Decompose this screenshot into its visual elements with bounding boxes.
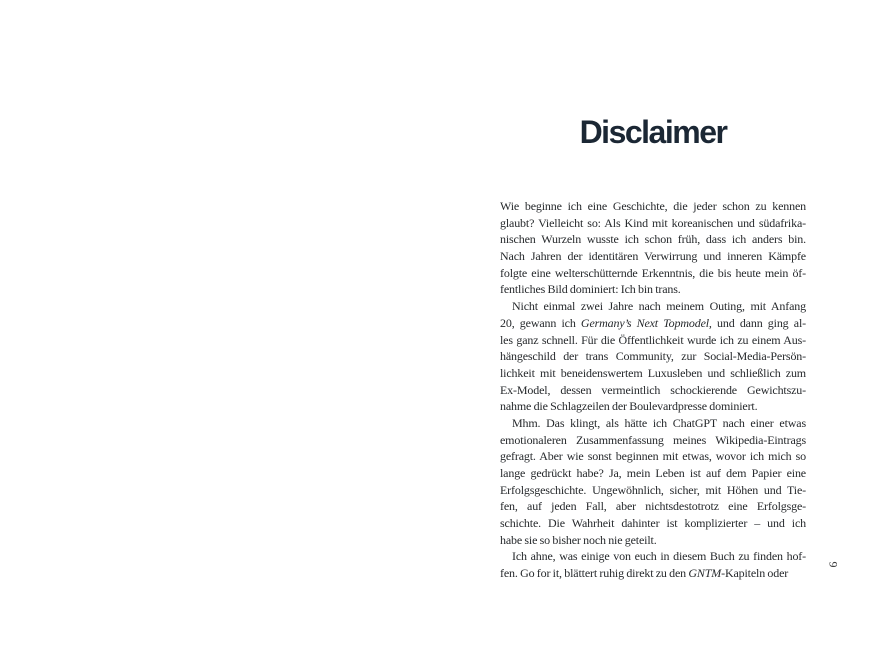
text-line — [500, 382, 806, 399]
text-segment: Ich ahne, was einige von euch in diesem Buch zu finden hof- — [512, 549, 806, 564]
text-line — [500, 548, 806, 565]
text-line — [500, 532, 806, 549]
text-segment: emotionaleren Zusammenfassung meines Wikipedia-Eintrags — [500, 432, 806, 447]
text-line — [500, 448, 806, 465]
text-segment: folgte eine welterschütternde Erkenntnis, die bis heute mein öf- — [500, 265, 806, 280]
text-segment: nischen Wurzeln wusste ich schon früh, dass ich anders bin. — [500, 232, 806, 247]
text-line — [500, 248, 806, 265]
text-segment: hängeschild der trans Community, zur Social-Media-Persön- — [500, 349, 806, 364]
text-segment: Erfolgsgeschichte. Ungewöhnlich, sicher, mit Höhen und Tie- — [500, 482, 806, 497]
text-line — [500, 348, 806, 365]
text-segment: glaubt? Vielleicht so: Als Kind mit koreanischen und südafrika- — [500, 215, 806, 230]
text-line — [500, 365, 806, 382]
text-segment: nahme die Schlagzeilen der Boulevardpresse dominiert. — [500, 399, 758, 414]
italic-text-segment: Germany’s Next Topmodel, — [580, 315, 712, 330]
content-right-page — [437, 0, 874, 648]
text-segment: lange gedrückt habe? Ja, mein Leben ist auf dem Papier eine — [500, 466, 806, 480]
text-line — [500, 465, 806, 482]
text-segment: gefragt. Aber wie sonst beginnen mit etwas, wovor ich mich so — [500, 449, 806, 464]
text-line — [500, 298, 806, 315]
text-segment: les ganz schnell. Für die Öffentlichkeit wurde ich zu einem Aus- — [500, 332, 806, 347]
page-number: 9 — [826, 561, 841, 568]
text-line — [500, 398, 806, 415]
text-line — [500, 432, 806, 449]
text-segment: Ex-Model, dessen vermeintlich schockierende Gewichtszu- — [500, 382, 806, 397]
text-segment: Nach Jahren der identitären Verwirrung und inneren Kämpfe — [500, 249, 806, 264]
italic-text-segment: GNTM — [688, 566, 722, 581]
text-line — [500, 565, 806, 582]
text-line — [500, 281, 806, 298]
chapter-title: Disclaimer — [579, 114, 727, 150]
body-text — [500, 198, 806, 582]
text-segment: Wie beginne ich eine Geschichte, die jeder schon zu kennen — [500, 199, 806, 213]
text-segment: lichkeit mit beneidenswertem Luxusleben und schließlich zum — [500, 365, 806, 380]
text-segment: und dann ging al- — [711, 315, 806, 330]
text-line — [500, 215, 806, 232]
text-segment: fentliches Bild dominiert: Ich bin trans. — [500, 282, 681, 297]
text-line — [500, 265, 806, 282]
text-line — [500, 415, 806, 432]
text-line — [500, 498, 806, 515]
text-line — [500, 515, 806, 532]
text-segment: Mhm. Das klingt, als hätte ich ChatGPT nach einer etwas — [512, 415, 806, 430]
text-segment: fen. Go for it, blättert ruhig direkt zu den — [500, 566, 689, 581]
text-line — [500, 198, 806, 215]
text-segment: schichte. Die Wahrheit dahinter ist komplizierter – und ich — [500, 516, 806, 531]
text-line — [500, 332, 806, 349]
text-segment: fen, auf jeden Fall, aber nichtsdestotrotz eine Erfolgsge- — [500, 499, 806, 514]
text-line — [500, 315, 806, 332]
text-line — [500, 231, 806, 248]
text-segment: Nicht einmal zwei Jahre nach meinem Outing, mit Anfang — [512, 299, 806, 314]
text-line — [500, 482, 806, 499]
text-segment: -Kapiteln oder — [721, 566, 789, 581]
text-segment: habe sie so bisher noch nie geteilt. — [500, 532, 657, 547]
text-segment: 20, gewann ich — [500, 315, 581, 330]
